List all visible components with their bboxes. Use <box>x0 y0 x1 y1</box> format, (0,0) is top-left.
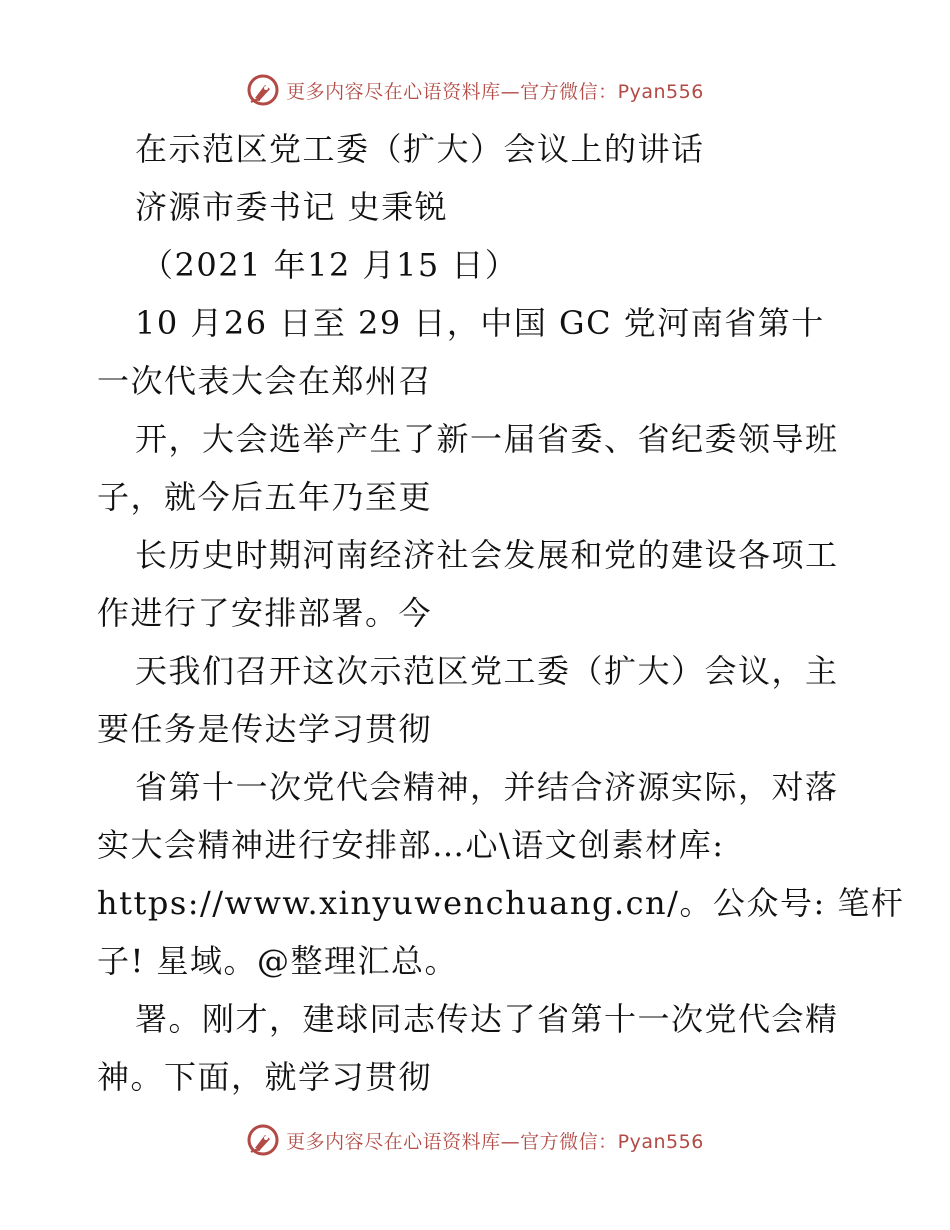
header-watermark-banner <box>0 70 950 110</box>
text-line: 实大会精神进行安排部…心\语文创素材库: <box>97 826 725 864</box>
text-line: 开，大会选举产生了新一届省委、省纪委领导班 <box>135 420 839 458</box>
text-line: 济源市委书记 史秉锐 <box>135 188 449 226</box>
text-line: 神。下面，就学习贯彻 <box>97 1058 433 1096</box>
watermark-text: 更多内容尽在心语资料库—官方微信：Pyan556 <box>286 1130 704 1153</box>
text-line: 省第十一次党代会精神，并结合济源实际，对落 <box>135 768 839 806</box>
text-line: 长历史时期河南经济社会发展和党的建设各项工 <box>135 536 839 574</box>
text-line: 一次代表大会在郑州召 <box>97 362 433 400</box>
text-line: https://www.xinyuwenchuang.cn/。公众号: 笔杆 <box>97 884 905 922</box>
text-line: 作进行了安排部署。今 <box>97 594 433 632</box>
pen-nib-logo-icon <box>246 1123 280 1157</box>
text-line: 子! 星域。@整理汇总。 <box>97 942 459 980</box>
document-title: 在示范区党工委（扩大）会议上的讲话 <box>135 130 705 168</box>
text-line: （2021 年12 月15 日） <box>141 246 519 284</box>
watermark-text: 更多内容尽在心语资料库—官方微信：Pyan556 <box>286 80 704 103</box>
document-body <box>97 120 905 1106</box>
text-line: 署。刚才，建球同志传达了省第十一次党代会精 <box>135 1000 839 1038</box>
text-line: 10 月26 日至 29 日，中国 GC 党河南省第十 <box>135 304 825 342</box>
text-line: 要任务是传达学习贯彻 <box>97 710 433 748</box>
footer-watermark-banner <box>0 1120 950 1160</box>
text-line: 天我们召开这次示范区党工委（扩大）会议，主 <box>135 652 839 690</box>
pen-nib-logo-icon <box>246 73 280 107</box>
text-line: 子，就今后五年乃至更 <box>97 478 433 516</box>
